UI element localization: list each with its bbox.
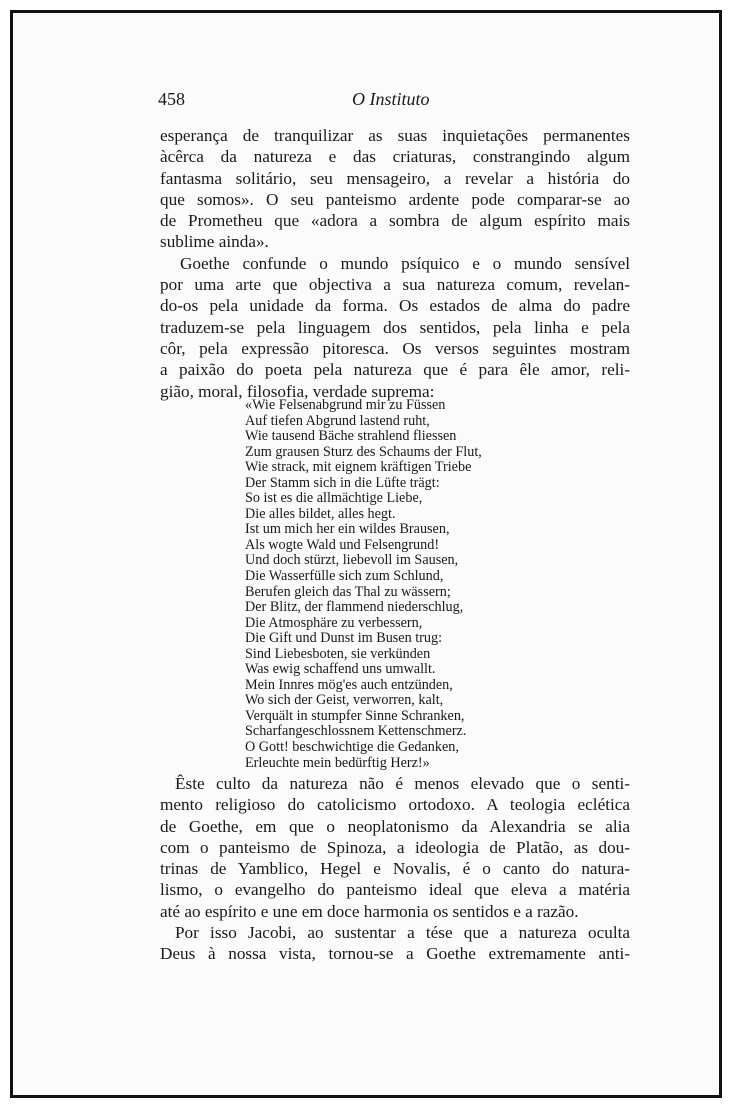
text-line: com o panteismo de Spinoza, a ideologia de Platão, as dou- <box>160 837 630 857</box>
paragraph-2 <box>160 253 630 402</box>
text-line: gião, moral, filosofia, verdade suprema: <box>160 381 435 401</box>
text-line: esperança de tranquilizar as suas inquietações permanentes <box>160 126 630 145</box>
text-line: por uma arte que objectiva a sua natureza comum, revelan- <box>160 275 630 295</box>
verse-line: Zum grausen Sturz des Schaums der Flut, <box>245 443 482 460</box>
verse-line: Die alles bildet, alles hegt. <box>245 505 396 522</box>
verse-line: Berufen gleich das Thal zu wässern; <box>245 583 451 600</box>
text-line: àcêrca da natureza e das criaturas, constrangindo algum <box>160 147 630 167</box>
verse-line: Wo sich der Geist, verworren, kalt, <box>245 692 444 709</box>
verse-line: «Wie Felsenabgrund mir zu Füssen <box>245 397 446 413</box>
page-number: 458 <box>158 89 185 109</box>
text-line: traduzem-se pela linguagem dos sentidos, pela linha e pela <box>160 317 630 337</box>
verse-line: Die Gift und Dunst im Busen trug: <box>245 630 443 647</box>
poem-quotation <box>245 398 565 771</box>
verse-line: Mein Innres mög'es auch entzünden, <box>245 676 453 693</box>
page-header <box>158 89 628 115</box>
text-line: de Goethe, em que o neoplatonismo da Alexandria se alia <box>160 816 630 836</box>
verse-line: Scharfangeschlossnem Kettenschmerz. <box>245 723 467 740</box>
verse-line: Und doch stürzt, liebevoll im Sausen, <box>245 552 459 569</box>
verse-line: Ist um mich her ein wildes Brausen, <box>245 521 450 538</box>
verse-line: Erleuchte mein bedürftig Herz!» <box>245 754 430 771</box>
text-line: a paixão do poeta pela natureza que é para êle amor, reli- <box>160 360 630 380</box>
verse-line: So ist es die allmächtige Liebe, <box>245 490 423 507</box>
verse-line: O Gott! beschwichtige die Gedanken, <box>245 739 459 756</box>
text-line: Goethe confunde o mundo psíquico e o mundo sensível <box>180 253 630 273</box>
paragraph-4 <box>160 922 630 965</box>
text-line: de Prometheu que «adora a sombra de algum espírito mais <box>160 211 630 231</box>
text-line: Deus à nossa vista, tornou-se a Goethe extremamente anti- <box>160 944 630 964</box>
text-line: sublime ainda». <box>160 232 269 252</box>
text-line: côr, pela expressão pitoresca. Os versos seguintes mostram <box>160 338 630 358</box>
verse-line: Der Stamm sich in die Lüfte trägt: <box>245 474 440 491</box>
verse-line: Verquält in stumpfer Sinne Schranken, <box>245 707 465 724</box>
text-line: que somos». O seu panteismo ardente pode comparar-se ao <box>160 189 630 209</box>
paragraph-3 <box>160 773 630 922</box>
text-line: lismo, o evangelho do panteismo ideal que eleva a matéria <box>160 880 630 900</box>
body-text-top <box>160 125 630 402</box>
verse-line: Sind Liebesboten, sie verkünden <box>245 645 431 662</box>
verse-line: Wie strack, mit eignem kräftigen Triebe <box>245 459 472 476</box>
running-title: O Instituto <box>352 89 430 109</box>
text-line: Por isso Jacobi, ao sustentar a tése que a natureza oculta <box>175 923 630 943</box>
text-line: fantasma solitário, seu mensageiro, a revelar a história do <box>160 168 630 188</box>
verse-line: Die Atmosphäre zu verbessern, <box>245 614 423 631</box>
paragraph-1 <box>160 125 630 253</box>
text-line: até ao espírito e une em doce harmonia os sentidos e a razão. <box>160 901 579 921</box>
verse-line: Der Blitz, der flammend niederschlug, <box>245 599 464 616</box>
verse-line: Was ewig schaffend uns umwallt. <box>245 661 436 678</box>
text-line: Êste culto da natureza não é menos elevado que o senti- <box>175 774 630 793</box>
verse-line: Als wogte Wald und Felsengrund! <box>245 536 440 553</box>
text-line: do-os pela unidade da forma. Os estados de alma do padre <box>160 296 630 316</box>
text-line: mento religioso do catolicismo ortodoxo. A teologia eclética <box>160 795 630 815</box>
body-text-bottom <box>160 773 630 965</box>
text-line: trinas de Yamblico, Hegel e Novalis, é o canto do natura- <box>160 859 630 879</box>
verse-line: Auf tiefen Abgrund lastend ruht, <box>245 412 430 429</box>
verse-line: Die Wasserfülle sich zum Schlund, <box>245 568 444 585</box>
verse-line: Wie tausend Bäche strahlend fliessen <box>245 428 457 445</box>
